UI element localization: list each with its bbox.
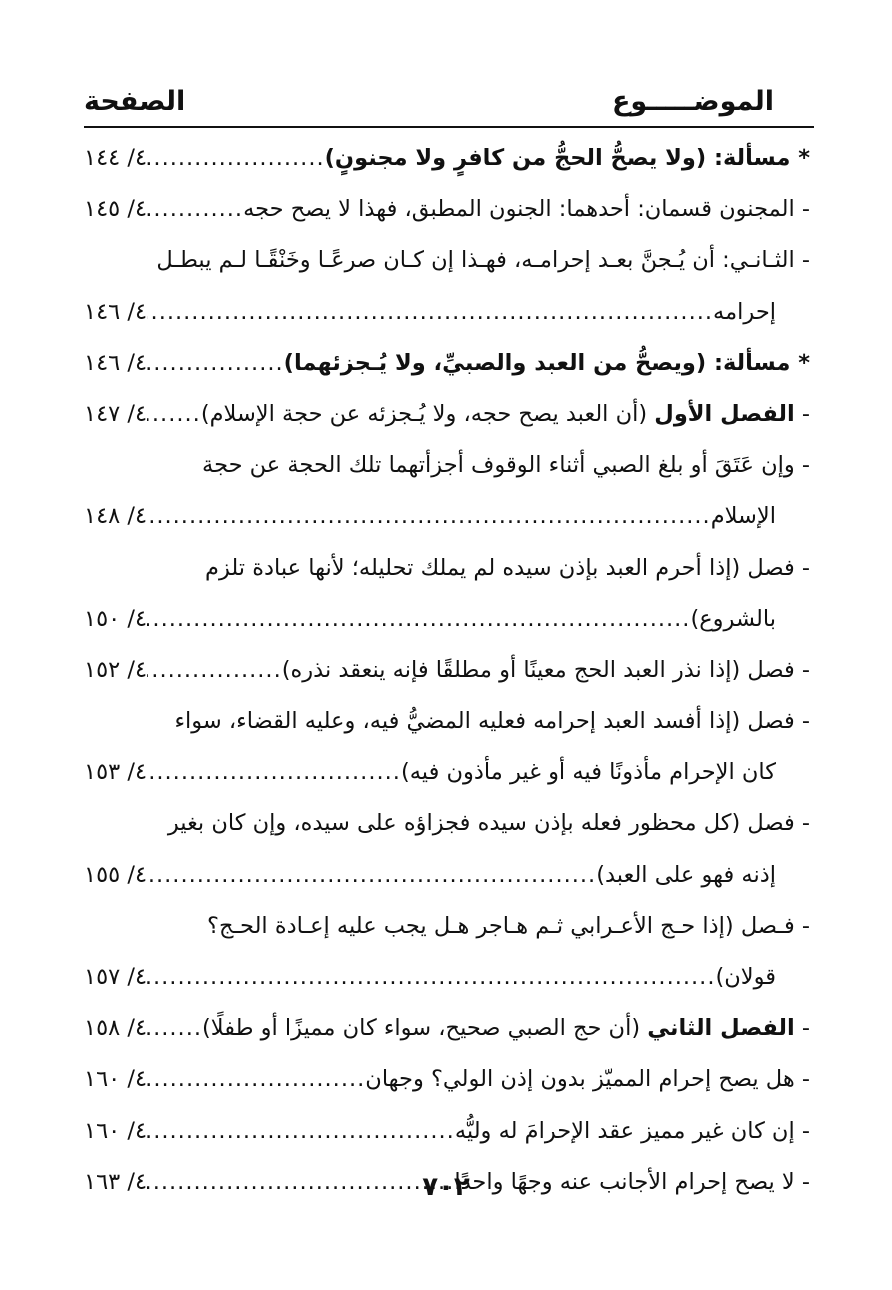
dash-bullet: - <box>794 247 810 274</box>
entry-title-cont: الإسلام <box>710 503 776 530</box>
toc-entry <box>84 1003 810 1054</box>
toc-entry <box>84 389 810 440</box>
entry-title: لا يصح إحرام الأجانب عنه وجهًا واحدًا <box>454 1168 795 1195</box>
dash-bullet: - <box>794 1015 810 1042</box>
entry-title: الثـانـي: أن يُـجنَّ بعـد إحرامـه، فهـذا إن كـان صرعًـا وخَنْقًـا لـم يبطـل <box>156 247 795 274</box>
page-ref: ٤/ ١٤٤ <box>84 145 148 171</box>
toc-entry-line1 <box>84 798 810 849</box>
entry-title: فصل (إذا نذر العبد الحج معينًا أو مطلقًا فإنه ينعقد نذره) <box>281 656 795 683</box>
toc-entry-line2 <box>84 747 810 798</box>
toc-list <box>84 133 810 1208</box>
toc-entry-line2 <box>84 850 810 901</box>
page-number: ٧٠٢ <box>422 1172 470 1202</box>
page-ref: ٤/ ١٦٠ <box>84 1066 148 1093</box>
dash-bullet: - <box>794 1066 810 1093</box>
toc-entry-line1 <box>84 440 810 491</box>
entry-title: : (ولا يصحُّ الحجُّ من كافرٍ ولا مجنونٍ) <box>324 145 724 171</box>
page-column-heading: الصفحة <box>84 86 186 117</box>
entry-title: وإن عَتَقَ أو بلغ الصبي أثناء الوقوف أجزأتهما تلك الحجة عن حجة <box>202 452 795 479</box>
dot-leader <box>147 1106 455 1157</box>
topic-column-heading: الموضـــــوع <box>611 86 774 117</box>
entry-title: (أن حج الصبي صحيح، سواء كان مميزًا أو طفلًا) <box>202 1015 648 1042</box>
dash-bullet: - <box>794 1168 810 1195</box>
entry-title-cont: قولان) <box>715 964 776 990</box>
toc-entry-line1 <box>84 543 810 594</box>
entry-title: المجنون قسمان: أحدهما: الجنون المطبق، فهذا لا يصح حجه <box>243 196 795 223</box>
page-ref: ٤/ ١٤٧ <box>84 400 148 427</box>
toc-entry-line2 <box>84 491 810 542</box>
entry-title: فصل (إذا أفسد العبد إحرامه فعليه المضيُّ فيه، وعليه القضاء، سواء <box>174 708 795 735</box>
dot-leader <box>147 1003 202 1054</box>
toc-entry-line1 <box>84 696 810 747</box>
dash-bullet: - <box>794 554 810 581</box>
entry-title: فصل (إذا أحرم العبد بإذن سيده لم يملك تحليله؛ لأنها عبادة تلزم <box>205 554 795 581</box>
page-ref: ٤/ ١٥٢ <box>84 656 148 683</box>
entry-title: (أن العبد يصح حجه، ولا يُـجزئه عن حجة الإسلام) <box>200 400 655 427</box>
page-ref: ٤/ ١٥٧ <box>84 964 148 990</box>
page-ref: ٤/ ١٤٥ <box>84 196 148 223</box>
toc-entry <box>84 338 810 389</box>
dash-bullet: - <box>794 912 810 939</box>
dash-bullet: - <box>794 452 810 479</box>
dot-leader <box>147 133 325 184</box>
toc-entry <box>84 184 810 235</box>
entry-label: مسألة <box>723 145 791 171</box>
toc-entry <box>84 133 810 184</box>
page-ref: ٤/ ١٥٨ <box>84 1015 148 1042</box>
page-ref: ٤/ ١٤٦ <box>84 298 148 325</box>
entry-label: الفصل الثاني <box>647 1015 795 1042</box>
toc-entry-line1 <box>84 235 810 286</box>
entry-label: مسألة <box>723 349 791 376</box>
page-ref: ٤/ ١٥٣ <box>84 759 148 786</box>
entry-title-cont: إحرامه <box>713 298 776 325</box>
toc-entry-line2 <box>84 594 810 645</box>
dot-leader <box>147 389 201 440</box>
entry-title-cont: إذنه فهو على العبد) <box>596 861 776 888</box>
dash-bullet: - <box>794 708 810 735</box>
entry-title: فصل (كل محظور فعله بإذن سيده فجزاؤه على سيده، وإن كان بغير <box>167 810 795 837</box>
dash-bullet: - <box>794 810 810 837</box>
dot-leader <box>147 952 715 1003</box>
page-ref: ٤/ ١٦٣ <box>84 1168 148 1195</box>
dot-leader <box>147 645 282 696</box>
toc-entry-line2 <box>84 952 810 1003</box>
dot-leader <box>147 747 401 798</box>
dot-leader <box>147 491 711 542</box>
entry-title-cont: بالشروع) <box>690 605 776 632</box>
toc-entry <box>84 1106 810 1157</box>
dot-leader <box>147 338 284 389</box>
dot-leader <box>147 184 243 235</box>
entry-title: فـصل (إذا حـج الأعـرابي ثـم هـاجر هـل يجب عليه إعـادة الحـج؟ <box>207 912 795 939</box>
dot-leader <box>147 594 690 645</box>
toc-header <box>84 82 814 128</box>
dash-bullet: - <box>794 196 810 223</box>
dot-leader <box>147 1054 365 1105</box>
entry-title: إن كان غير مميز عقد الإحرامَ له وليُّه <box>454 1117 795 1144</box>
dash-bullet: - <box>794 1117 810 1144</box>
toc-entry <box>84 1054 810 1105</box>
page-ref: ٤/ ١٦٠ <box>84 1117 148 1144</box>
toc-entry-line1 <box>84 901 810 952</box>
star-bullet: * <box>790 145 810 171</box>
entry-title: : (ويصحُّ من العبد والصبيِّ، ولا يُـجزئهما) <box>283 349 724 376</box>
page-ref: ٤/ ١٥٠ <box>84 605 148 632</box>
dot-leader <box>147 850 596 901</box>
entry-label: الفصل الأول <box>654 400 795 427</box>
dash-bullet: - <box>794 656 810 683</box>
entry-title-cont: كان الإحرام مأذونًا فيه أو غير مأذون فيه) <box>400 759 776 786</box>
dash-bullet: - <box>794 400 810 427</box>
page-ref: ٤/ ١٥٥ <box>84 861 148 888</box>
page-ref: ٤/ ١٤٨ <box>84 503 148 530</box>
entry-title: هل يصح إحرام المميّز بدون إذن الولي؟ وجهان <box>365 1066 795 1093</box>
star-bullet: * <box>790 349 810 376</box>
dot-leader <box>147 287 713 338</box>
page-ref: ٤/ ١٤٦ <box>84 349 148 376</box>
toc-entry-line2 <box>84 287 810 338</box>
toc-entry <box>84 645 810 696</box>
